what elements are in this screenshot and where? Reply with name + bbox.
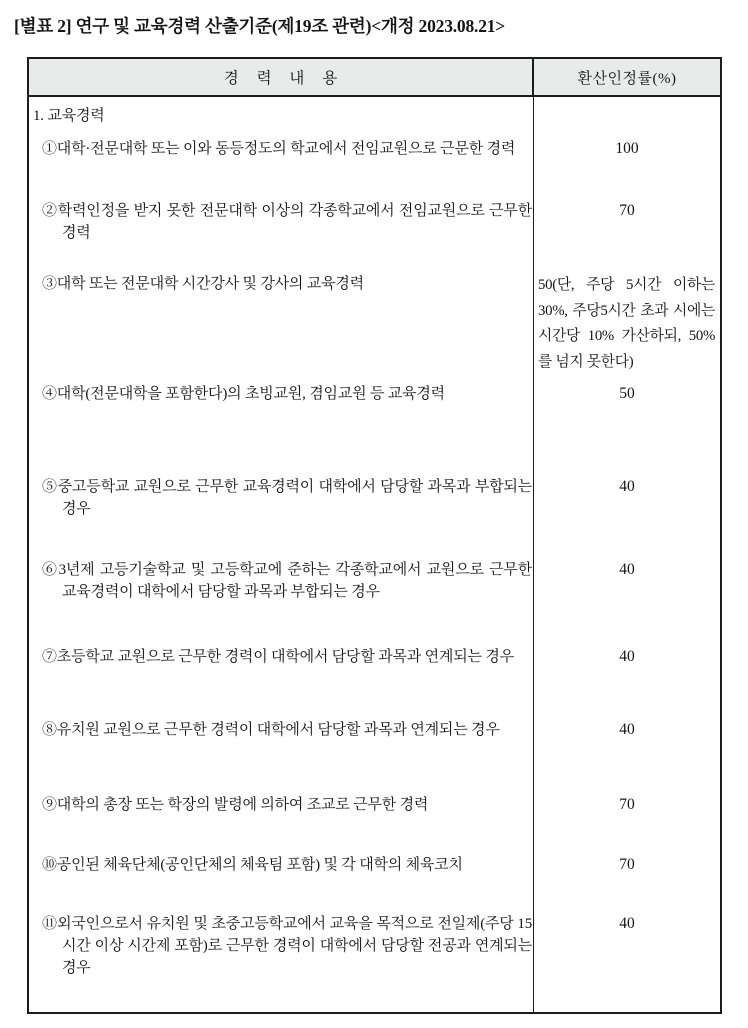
career-criteria-table [27,57,722,1014]
content-cell [29,551,534,638]
row-content: ⑤중고등학교 교원으로 근무한 교육경력이 대학에서 담당할 과목과 부합되는 경우 [42,479,532,517]
row-rate: 40 [619,478,635,495]
row-content: ⑪외국인으로서 유치원 및 초중고등학교에서 교육을 목적으로 전일제(주당 15시간 이상 시간제 포함)로 근무한 경력이 대학에서 담당할 전공과 연계되는 경우 [42,916,532,976]
header-conversion-rate: 환산인정률(%) [577,70,677,87]
section-rate-cell [534,97,720,130]
row-content: ⑩공인된 체육단체(공인단체의 체육팀 포함) 및 각 대학의 체육코치 [42,857,463,873]
section-label: 1. 교육경력 [33,108,105,124]
section-cell [29,97,534,130]
row-rate: 70 [619,796,635,813]
row-content: ⑧유치원 교원으로 근무한 경력이 대학에서 담당할 과목과 연계되는 경우 [42,722,500,738]
row-content: ⑨대학의 총장 또는 학장의 발령에 의하여 조교로 근무한 경력 [42,797,429,813]
content-cell [29,375,534,468]
content-cell [29,846,534,905]
content-cell [29,130,534,192]
row-content: ①대학·전문대학 또는 이와 동등정도의 학교에서 전임교원으로 근문한 경력 [42,141,516,157]
table-row [29,786,720,846]
table-row [29,551,720,638]
table-row [29,192,720,265]
header-career-content: 경 력 내 용 [29,59,534,95]
row-rate: 40 [619,915,635,932]
row-content: ②학력인정을 받지 못한 전문대학 이상의 각종학교에서 전임교원으로 근무한 경력 [42,203,532,241]
page-title: [별표 2] 연구 및 교육경력 산출기준(제19조 관련)<개정 2023.08.21> [14,16,506,36]
row-rate: 40 [619,648,635,665]
content-cell [29,192,534,265]
table-row-section [29,97,720,130]
table-row [29,375,720,468]
table-row [29,265,720,375]
content-cell [29,265,534,375]
table-header-row [29,59,720,97]
row-rate: 40 [619,561,635,578]
table-row [29,638,720,711]
table-row [29,905,720,1012]
content-cell [29,468,534,551]
content-cell [29,711,534,786]
content-cell [29,786,534,846]
table-body [29,97,720,1012]
row-rate: 70 [619,202,635,219]
content-cell [29,905,534,1012]
row-rate: 50(단, 주당 5시간 이하는 30%, 주당5시간 초과 시에는 시간당 10% 가산하되, 50%를 넘지 못한다) [538,277,715,370]
table-row [29,468,720,551]
row-rate: 40 [619,721,635,738]
row-content: ⑦초등학교 교원으로 근무한 경력이 대학에서 담당할 과목과 연계되는 경우 [42,649,514,665]
row-content: ④대학(전문대학을 포함한다)의 초빙교원, 겸임교원 등 교육경력 [42,386,445,402]
row-rate: 100 [615,140,639,157]
row-content: ③대학 또는 전문대학 시간강사 및 강사의 교육경력 [42,276,364,292]
table-row [29,711,720,786]
table-row [29,846,720,905]
row-rate: 70 [619,856,635,873]
content-cell [29,638,534,711]
row-rate: 50 [619,385,635,402]
table-row [29,130,720,192]
row-content: ⑥3년제 고등기술학교 및 고등학교에 준하는 각종학교에서 교원으로 근무한 교육경력이 대학에서 담당할 과목과 부합되는 경우 [42,562,532,600]
